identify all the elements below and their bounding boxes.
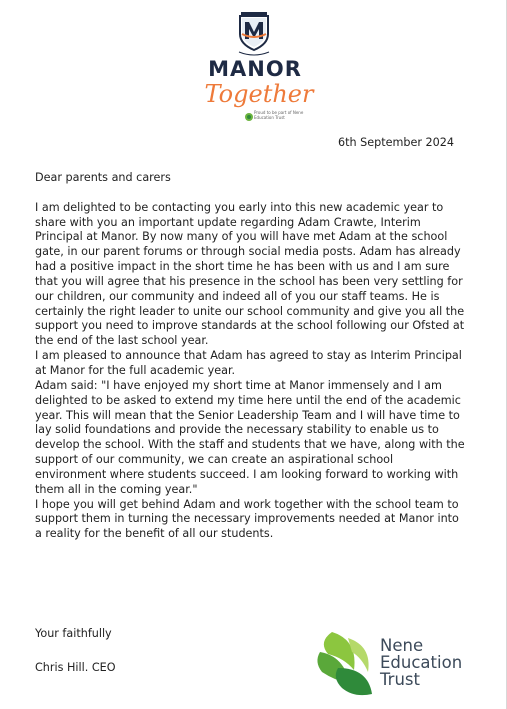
- salutation: Dear parents and carers: [35, 171, 171, 184]
- letter-date: 6th September 2024: [337, 136, 454, 149]
- nene-trust-logo-icon: [314, 628, 376, 700]
- brand-tagline: Together: [204, 80, 314, 108]
- trust-word-nene: Nene: [380, 636, 424, 655]
- paragraph: I am pleased to announce that Adam has agreed to stay as Interim Principal at Manor for the full academic year.: [35, 349, 462, 377]
- trust-word-education: Education: [380, 652, 463, 672]
- paragraph: Adam said: "I have enjoyed my short time at Manor immensely and I am delighted to be asked to extend my time here until the end of the academic year. This will mean that the Senior Leadership Team and I will have time to lay solid foundations and provide the necessary stability to enable us to develop the school. With the staff and students that we have, along with the support of our community, we can create an aspirational school environment where students succeed. I am looking forward to working with them all in the coming year.": [35, 378, 465, 496]
- brand-name: MANOR: [208, 57, 302, 81]
- school-crest-icon: [237, 10, 271, 60]
- closing: Your faithfully: [35, 627, 112, 640]
- nene-trust-wordmark: [380, 638, 462, 688]
- small-trust-text: Proud to be part of Nene Education Trust: [254, 110, 304, 120]
- letter-body: [35, 171, 467, 542]
- paragraph: I am delighted to be contacting you early into this new academic year to share with you an important update regarding Adam Crawte, Interim Principal at Manor. By now many of you will have met Adam at the school gate, in our parent forums or through social media posts. Adam has already had a positive impact in the short time he has been with us and I am sure that you will agree that his presence in the school has been very settling for our children, our community and indeed all of you our staff teams. He is certainly the right leader to unite our school community and give you all the support you need to improve standards at the school following our Ofsted at the end of the last school year.: [35, 200, 465, 348]
- trust-word-trust: Trust: [380, 669, 420, 689]
- signature: Chris Hill. CEO: [35, 661, 116, 674]
- paragraph: I hope you will get behind Adam and work together with the school team to support them in turning the necessary improvements needed at Manor into a reality for the benefit of all our students.: [35, 497, 459, 541]
